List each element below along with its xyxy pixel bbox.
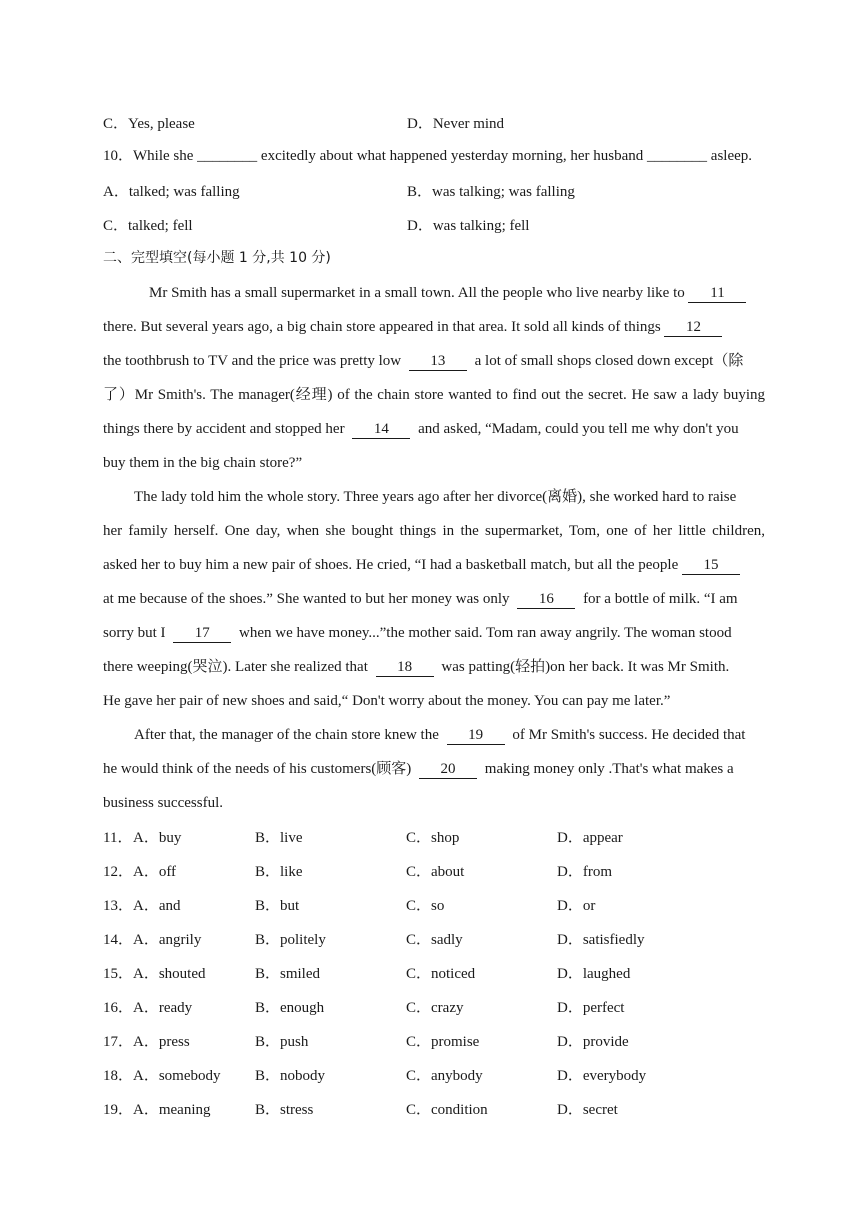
- blank-12[interactable]: 12: [664, 318, 722, 337]
- passage-text: was patting(轻拍)on her back. It was Mr Smith.: [441, 659, 730, 675]
- question-number: 11．: [103, 830, 133, 846]
- option-d[interactable]: D．everybody: [557, 1068, 647, 1084]
- question-number: 16．: [103, 1000, 134, 1016]
- passage-line-5: [103, 419, 739, 439]
- option-b[interactable]: B．but: [255, 898, 300, 914]
- option-b[interactable]: B．push: [255, 1034, 309, 1050]
- option-a[interactable]: A．buy: [133, 830, 182, 846]
- passage-text: things there by accident and stopped her: [103, 421, 345, 437]
- question-number: 18．: [103, 1068, 134, 1084]
- passage-line-15: [103, 759, 734, 779]
- passage-line-16: business successful.: [103, 795, 223, 811]
- blank-15[interactable]: 15: [682, 556, 740, 575]
- question-number: 15．: [103, 966, 134, 982]
- blank-16[interactable]: 16: [517, 590, 575, 609]
- question-number: 17．: [103, 1034, 134, 1050]
- option-c[interactable]: C．condition: [406, 1102, 488, 1118]
- passage-line-6: buy them in the big chain store?”: [103, 455, 303, 471]
- option-d[interactable]: D．satisfiedly: [557, 932, 645, 948]
- option-d[interactable]: D．provide: [557, 1034, 629, 1050]
- option-b[interactable]: B．nobody: [255, 1068, 326, 1084]
- option-d[interactable]: D．or: [557, 898, 596, 914]
- passage-text: the toothbrush to TV and the price was pretty low: [103, 353, 402, 369]
- q10-stem-a: 10．While she: [103, 148, 194, 164]
- blank-18[interactable]: 18: [376, 658, 434, 677]
- option-c[interactable]: C．about: [406, 864, 465, 880]
- passage-text: he would think of the needs of his customers(顾客): [103, 761, 412, 777]
- option-c[interactable]: C．shop: [406, 830, 460, 846]
- passage-text: Mr Smith has a small supermarket in a small town. All the people who live nearby like to: [149, 285, 685, 301]
- option-d[interactable]: D．laughed: [557, 966, 631, 982]
- option-d[interactable]: D．from: [557, 864, 612, 880]
- option-a[interactable]: A．shouted: [133, 966, 206, 982]
- passage-text: of Mr Smith's success. He decided that: [512, 727, 746, 743]
- blank-20[interactable]: 20: [419, 760, 477, 779]
- q10-option-a[interactable]: A．talked; was falling: [103, 184, 240, 200]
- passage-line-8: her family herself. One day, when she bought things in the supermarket, Tom, one of her little children,: [103, 523, 765, 539]
- option-c[interactable]: C．crazy: [406, 1000, 464, 1016]
- option-a[interactable]: A．off: [133, 864, 177, 880]
- option-a[interactable]: A．ready: [133, 1000, 193, 1016]
- question-number: 14．: [103, 932, 134, 948]
- passage-text: there. But several years ago, a big chain store appeared in that area. It sold all kinds of things: [103, 319, 661, 335]
- passage-line-9: [103, 555, 740, 575]
- option-d[interactable]: D．perfect: [557, 1000, 625, 1016]
- question-number: 12．: [103, 864, 134, 880]
- q10-option-b[interactable]: B．was talking; was falling: [407, 184, 575, 200]
- passage-line-10: [103, 589, 738, 609]
- passage-text: at me because of the shoes.” She wanted to but her money was only: [103, 591, 510, 607]
- option-d[interactable]: D．secret: [557, 1102, 618, 1118]
- passage-line-2: [103, 317, 722, 337]
- blank-14[interactable]: 14: [352, 420, 410, 439]
- passage-text: After that, the manager of the chain store knew the: [134, 727, 439, 743]
- passage-text: a lot of small shops closed down except（除: [474, 353, 744, 369]
- option-a[interactable]: A．press: [133, 1034, 190, 1050]
- passage-line-11: [103, 623, 732, 643]
- passage-line-12: [103, 657, 729, 677]
- q10-option-c[interactable]: C．talked; fell: [103, 218, 193, 234]
- option-d[interactable]: D．appear: [557, 830, 623, 846]
- blank-19[interactable]: 19: [447, 726, 505, 745]
- passage-line-7: The lady told him the whole story. Three years ago after her divorce(离婚), she worked hard to raise: [134, 489, 737, 505]
- passage-text: and asked, “Madam, could you tell me why don't you: [418, 421, 739, 437]
- q10-blank-a[interactable]: ________: [197, 148, 258, 164]
- q10-blank-b[interactable]: ________: [647, 148, 708, 164]
- q10-option-d[interactable]: D．was talking; fell: [407, 218, 530, 234]
- option-b[interactable]: B．stress: [255, 1102, 314, 1118]
- passage-line-3: [103, 351, 743, 371]
- q10-stem-c: asleep.: [710, 148, 753, 164]
- passage-text: there weeping(哭泣). Later she realized that: [103, 659, 368, 675]
- passage-text: sorry but I: [103, 625, 166, 641]
- option-c[interactable]: C．anybody: [406, 1068, 483, 1084]
- question-number: 19．: [103, 1102, 134, 1118]
- option-a[interactable]: A．somebody: [133, 1068, 221, 1084]
- q10-stem: [103, 146, 752, 166]
- option-c[interactable]: C．promise: [406, 1034, 480, 1050]
- passage-line-14: [134, 725, 745, 745]
- q9-option-d[interactable]: D．Never mind: [407, 116, 505, 132]
- passage-line-4: 了）Mr Smith's. The manager(经理) of the chain store wanted to find out the secret. He saw a lady buying: [103, 387, 765, 403]
- option-c[interactable]: C．sadly: [406, 932, 463, 948]
- option-c[interactable]: C．so: [406, 898, 445, 914]
- section-title: 二、完型填空(每小题 1 分,共 10 分): [103, 250, 331, 266]
- option-a[interactable]: A．and: [133, 898, 181, 914]
- passage-line-13: He gave her pair of new shoes and said,“ Don't worry about the money. You can pay me later.”: [103, 693, 671, 709]
- option-b[interactable]: B．politely: [255, 932, 326, 948]
- option-a[interactable]: A．angrily: [133, 932, 202, 948]
- passage-text: asked her to buy him a new pair of shoes. He cried, “I had a basketball match, but all the people: [103, 557, 679, 573]
- blank-13[interactable]: 13: [409, 352, 467, 371]
- passage-line-1: [149, 283, 746, 303]
- option-a[interactable]: A．meaning: [133, 1102, 211, 1118]
- option-b[interactable]: B．enough: [255, 1000, 325, 1016]
- passage-text: when we have money...”the mother said. Tom ran away angrily. The woman stood: [239, 625, 732, 641]
- passage-text: making money only .That's what makes a: [484, 761, 734, 777]
- q10-stem-b: excitedly about what happened yesterday morning, her husband: [260, 148, 644, 164]
- option-b[interactable]: B．like: [255, 864, 303, 880]
- blank-17[interactable]: 17: [173, 624, 231, 643]
- option-b[interactable]: B．smiled: [255, 966, 321, 982]
- question-number: 13．: [103, 898, 134, 914]
- option-c[interactable]: C．noticed: [406, 966, 476, 982]
- blank-11[interactable]: 11: [688, 284, 746, 303]
- q9-option-c[interactable]: C．Yes, please: [103, 116, 195, 132]
- option-b[interactable]: B．live: [255, 830, 303, 846]
- passage-text: for a bottle of milk. “I am: [583, 591, 738, 607]
